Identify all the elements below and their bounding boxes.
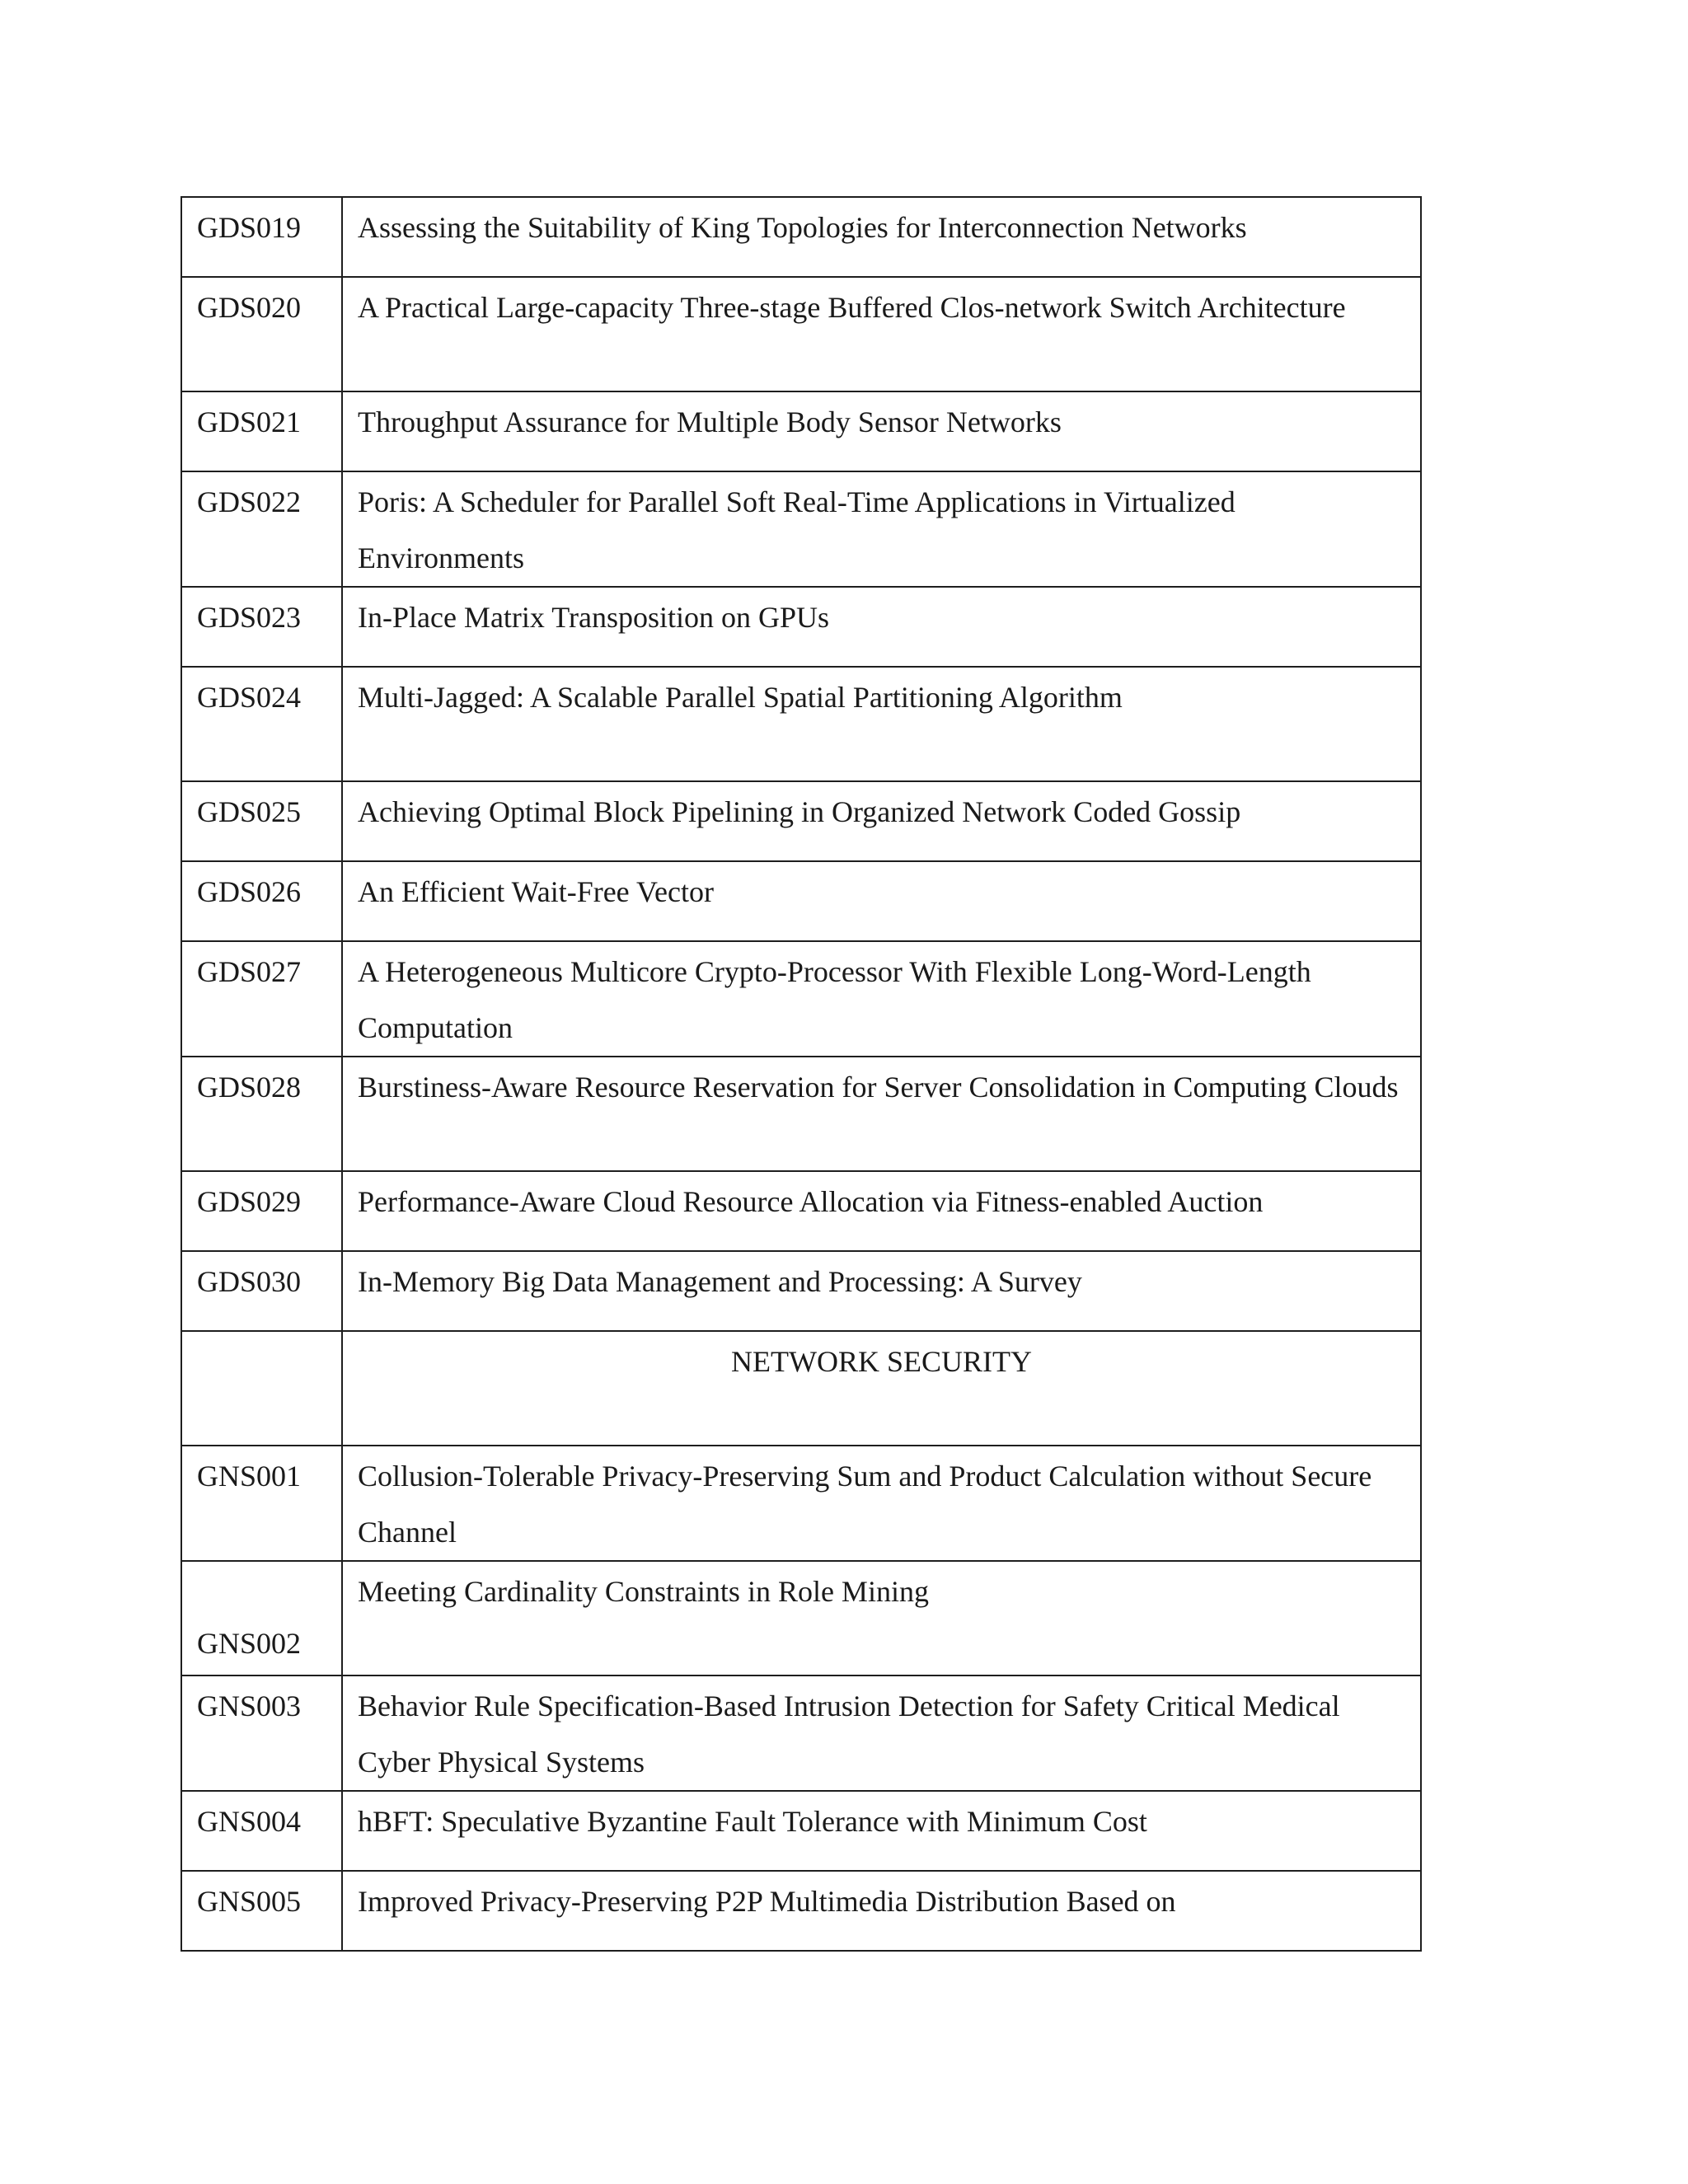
section-header-row [181,1331,1421,1446]
project-code: GNS002 [181,1561,342,1675]
project-title: Throughput Assurance for Multiple Body Sensor Networks [342,391,1421,471]
project-title: Performance-Aware Cloud Resource Allocation via Fitness-enabled Auction [342,1171,1421,1251]
table-row [181,1171,1421,1251]
table-row [181,391,1421,471]
project-title: Assessing the Suitability of King Topologies for Interconnection Networks [342,197,1421,277]
project-title: A Heterogeneous Multicore Crypto-Processor With Flexible Long-Word-Length Computation [342,941,1421,1057]
project-title: Burstiness-Aware Resource Reservation for Server Consolidation in Computing Clouds [342,1057,1421,1171]
table-row [181,197,1421,277]
project-code: GDS019 [181,197,342,277]
project-code: GDS021 [181,391,342,471]
table-row [181,861,1421,941]
project-title: Achieving Optimal Block Pipelining in Organized Network Coded Gossip [342,781,1421,861]
project-code: GDS020 [181,277,342,391]
table-row [181,471,1421,587]
project-code: GNS001 [181,1446,342,1561]
project-title: Poris: A Scheduler for Parallel Soft Real-Time Applications in Virtualized Environments [342,471,1421,587]
section-heading: NETWORK SECURITY [342,1331,1421,1446]
project-title: Collusion-Tolerable Privacy-Preserving Sum and Product Calculation without Secure Channel [342,1446,1421,1561]
project-list-table [181,196,1422,1952]
table-row [181,1675,1421,1791]
project-code: GDS028 [181,1057,342,1171]
project-title: Multi-Jagged: A Scalable Parallel Spatial Partitioning Algorithm [342,667,1421,781]
table-row [181,587,1421,667]
project-title: A Practical Large-capacity Three-stage Buffered Clos-network Switch Architecture [342,277,1421,391]
table-row [181,277,1421,391]
project-code: GNS005 [181,1871,342,1951]
project-title: Meeting Cardinality Constraints in Role Mining [342,1561,1421,1675]
table-row [181,941,1421,1057]
project-code: GDS027 [181,941,342,1057]
empty-code-cell [181,1331,342,1446]
project-code: GDS025 [181,781,342,861]
project-code: GDS023 [181,587,342,667]
table-row [181,1871,1421,1951]
project-title: In-Memory Big Data Management and Processing: A Survey [342,1251,1421,1331]
table-row [181,781,1421,861]
table-row [181,1791,1421,1871]
project-code: GDS026 [181,861,342,941]
project-code: GDS024 [181,667,342,781]
project-title: An Efficient Wait-Free Vector [342,861,1421,941]
project-code: GDS022 [181,471,342,587]
project-title: In-Place Matrix Transposition on GPUs [342,587,1421,667]
table-row [181,1057,1421,1171]
table-row [181,1251,1421,1331]
project-title: hBFT: Speculative Byzantine Fault Tolerance with Minimum Cost [342,1791,1421,1871]
table-row [181,667,1421,781]
project-code: GNS003 [181,1675,342,1791]
project-title: Improved Privacy-Preserving P2P Multimedia Distribution Based on [342,1871,1421,1951]
project-code: GDS030 [181,1251,342,1331]
project-code: GNS004 [181,1791,342,1871]
project-code: GDS029 [181,1171,342,1251]
project-title: Behavior Rule Specification-Based Intrusion Detection for Safety Critical Medical Cyber Physical Systems [342,1675,1421,1791]
table-row [181,1446,1421,1561]
table-row [181,1561,1421,1675]
